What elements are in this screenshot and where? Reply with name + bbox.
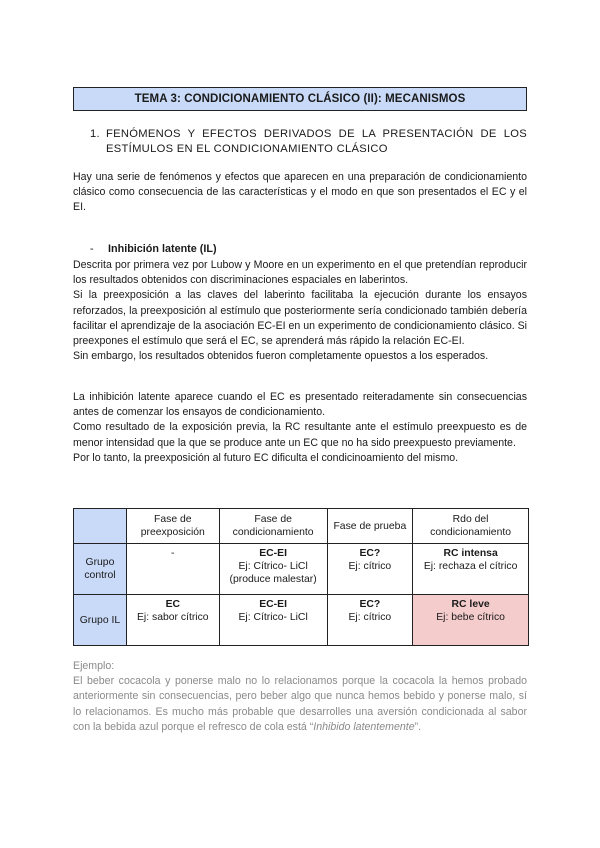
example-block [73, 659, 527, 735]
cell-main: EC? [359, 599, 381, 610]
section-number: 1. [90, 128, 100, 140]
bullet-heading-text: Inhibición latente (IL) [108, 243, 217, 255]
cell-main: RC leve [451, 599, 490, 610]
latent-inhibition-definition [73, 390, 527, 466]
section-heading-text: FENÓMENOS Y EFECTOS DERIVADOS DE LA PRESENTACIÓN DE LOS ESTÍMULOS EN EL CONDICIONAMIENTO CLÁSICO [106, 128, 527, 155]
table-cell [219, 595, 327, 646]
table-cell [327, 544, 413, 595]
page-title-text: TEMA 3: CONDICIONAMIENTO CLÁSICO (II): MECANISMOS [134, 93, 466, 105]
example-italic: Inhibido latentemente [313, 720, 415, 733]
intro-text: Hay una serie de fenómenos y efectos que aparecen en una preparación de condicionamiento clásico como consecuencia de las características y el modo en que son presentados el EC y el EI. [73, 171, 527, 214]
row-label: Grupo IL [74, 595, 127, 646]
row-label: Grupo control [74, 544, 127, 595]
table-header-cell: Fase de prueba [327, 509, 413, 544]
table-cell [413, 544, 529, 595]
example-text [73, 674, 527, 735]
paragraph: La inhibición latente aparece cuando el EC es presentado reiteradamente sin consecuencias antes de comenzar los ensayos de condicionamiento. [73, 391, 527, 419]
paragraph: Sin embargo, los resultados obtenidos fueron completamente opuestos a los esperados. [73, 350, 489, 363]
cell-sub: Ej: cítrico [348, 612, 392, 623]
cell-main: EC-EI [259, 599, 287, 610]
intro-paragraph [73, 170, 527, 216]
cell-sub: Ej: rechaza el cítrico [423, 561, 518, 572]
example-end: ”. [414, 720, 422, 733]
table-cell [126, 544, 219, 595]
table-row [74, 595, 529, 646]
cell-main: - [171, 548, 175, 559]
cell-main: EC-EI [259, 548, 287, 559]
table-header-cell: Rdo del condicionamiento [413, 509, 529, 544]
table-header-cell [74, 509, 127, 544]
table-cell [126, 595, 219, 646]
paragraph: Por lo tanto, la preexposición al futuro EC dificulta el condicinoamiento del mismo. [73, 451, 459, 464]
table-row [74, 544, 529, 595]
cell-sub: Ej: sabor cítrico [136, 612, 209, 623]
experiment-table [73, 508, 529, 646]
table-header-row [74, 509, 529, 544]
cell-sub: Ej: bebe cítrico [436, 612, 505, 623]
table-cell [327, 595, 413, 646]
paragraph: Si la preexposición a las claves del laberinto facilitaba la ejecución durante los ensayos reforzados, la preexposición al estímulo que posteriormente sería condicionado también debería facilitar el aprendizaje de la asociación EC-EI en un experimento de condicionamiento clásico. Si preexpones el estímulo que será el EC, se aprenderá más rápido la relación EC-EI. [73, 289, 528, 348]
latent-inhibition-description [73, 258, 527, 364]
section-heading [90, 127, 527, 157]
cell-main: EC [165, 599, 180, 610]
cell-sub: Ej: cítrico [348, 561, 392, 572]
table-cell-highlight [413, 595, 529, 646]
table-header-cell: Fase de condicionamiento [219, 509, 327, 544]
table-cell [219, 544, 327, 595]
bullet-marker: - [90, 243, 94, 255]
page-title [73, 87, 527, 111]
example-label: Ejemplo: [73, 660, 115, 672]
example-body: El beber cocacola y ponerse malo no lo relacionamos porque la cocacola la hemos probado anteriormente sin consecuencias, pero beber algo que nunca hemos bebido y ponerse malo, sí lo relacionamos. Es mucho más probable que desarrolles una aversión condicionada al sabor con la bebida azul porque el refresco de cola está “ [73, 675, 527, 733]
paragraph: Como resultado de la exposición previa, la RC resultante ante el estímulo preexpuesto es de menor intensidad que la que se produce ante un EC que no ha sido preexpuesto previamente. [73, 421, 527, 449]
cell-main: RC intensa [443, 548, 498, 559]
table-header-cell: Fase de preexposición [126, 509, 219, 544]
cell-sub: Ej: Cítrico- LiCl (produce malestar) [229, 561, 317, 585]
cell-sub: Ej: Cítrico- LiCl [238, 612, 308, 623]
paragraph: Descrita por primera vez por Lubow y Moore en un experimento en el que pretendían reproducir los resultados obtenidos con discriminaciones espaciales en laberintos. [73, 259, 527, 287]
bullet-heading [90, 243, 217, 255]
cell-main: EC? [359, 548, 381, 559]
